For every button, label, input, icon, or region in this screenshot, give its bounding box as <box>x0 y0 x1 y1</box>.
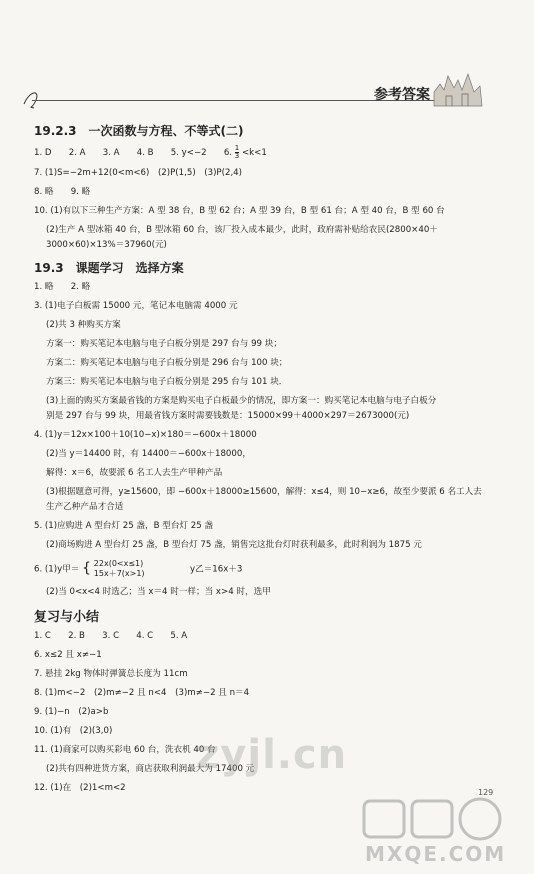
answer-line: (2)共 3 种购买方案 <box>46 320 121 330</box>
watermark-brand-url: MXQE.COM <box>365 842 507 866</box>
header-title: 参考答案 <box>374 87 430 103</box>
answer-line: (2)当 0<x<4 时选乙；当 x＝4 时一样；当 x>4 时，选甲 <box>46 587 271 597</box>
answer-line: 12. (1)在 (2)1<m<2 <box>34 783 126 793</box>
answer-content <box>34 122 504 802</box>
answer-line: 5. (1)应购进 A 型台灯 25 盏，B 型台灯 25 盏 <box>34 521 213 531</box>
answer-line: (2)当 y＝14400 时，有 14400＝−600x＋18000， <box>46 449 251 459</box>
section-title: 19.3 课题学习 选择方案 <box>34 261 184 275</box>
fraction: $\frac{1}{3}$ <box>234 144 240 160</box>
answer-line: 生产乙种产品才合适 <box>46 502 124 512</box>
answer-line: 7. (1)S=−2m+12(0<m<6) (2)P(1,5) (3)P(2,4) <box>34 168 242 178</box>
answer-line: 10. (1)有以下三种生产方案：A 型 38 台，B 型 62 台；A 型 39 台，B 型 61 台；A 型 40 台，B 型 60 台 <box>34 206 445 216</box>
section-title: 19.2.3 一次函数与方程、不等式(二) <box>34 124 244 138</box>
answer-line: 6. (1)y甲＝ { 22x(0<x≤1) 15x＋7(x>1) y乙＝16x＋3 <box>34 559 243 578</box>
answer-line: 1. D 2. A 3. A 4. B 5. y<−2 6. $\frac{1}{3}$ <k<1 <box>34 144 267 160</box>
answer-line: 3. (1)电子白板需 15000 元，笔记本电脑需 4000 元 <box>34 301 238 311</box>
answer-line: (3)根据题意可得，y≥15600，即 −600x＋18000≥15600，解得：x≤4，则 10−x≥6，故至少要派 6 名工人去 <box>46 487 482 497</box>
section-title: 复习与小结 <box>34 610 100 625</box>
answer-line: 方案一：购买笔记本电脑与电子白板分别是 297 台与 99 块； <box>46 339 282 349</box>
answer-line: 10. (1)有 (2)(3,0) <box>34 726 113 736</box>
answer-line: 7. 悬挂 2kg 物体时弹簧总长度为 11cm <box>34 669 188 679</box>
answer-line: 8. 略 9. 略 <box>34 187 91 197</box>
answer-line: 3000×60)×13%＝37960(元) <box>46 240 167 250</box>
header-curl-ornament <box>22 86 52 110</box>
answer-line: 方案二：购买笔记本电脑与电子白板分别是 296 台与 100 块； <box>46 358 288 368</box>
answer-line: 11. (1)商家可以购买彩电 60 台，洗衣机 40 台 <box>34 745 216 755</box>
skyline-illustration-icon <box>432 70 484 108</box>
piecewise-brace: 22x(0<x≤1) 15x＋7(x>1) <box>93 559 145 578</box>
answer-line: 方案三：购买笔记本电脑与电子白板分别是 295 台与 101 块． <box>46 377 288 387</box>
answer-line: 别是 297 台与 99 块，用最省钱方案时需要钱数是：15000×99＋4000×297＝2673000(元) <box>46 411 410 421</box>
answer-line: (2)生产 A 型冰箱 40 台，B 型冰箱 60 台，该厂投入成本最少，此时，政府需补贴给农民(2800×40＋ <box>46 225 438 235</box>
answer-line: (3)上面的购买方案最省钱的方案是购买电子白板最少的情况，即方案一：购买笔记本电脑与电子白板分 <box>46 396 437 406</box>
page-number: 129 <box>478 788 494 797</box>
answer-line: (2)共有四种进货方案，商店获取利润最大为 17400 元 <box>46 764 255 774</box>
answer-line: 8. (1)m<−2 (2)m≠−2 且 n<4 (3)m≠−2 且 n＝4 <box>34 688 250 698</box>
answer-line: 4. (1)y＝12x×100＋10(10−x)×180＝−600x＋18000 <box>34 430 257 440</box>
answer-line: 解得：x＝6，故要派 6 名工人去生产甲种产品 <box>46 468 223 478</box>
page-header <box>22 78 512 112</box>
answer-line: 1. 略 2. 略 <box>34 282 91 292</box>
answer-line: 1. C 2. B 3. C 4. C 5. A <box>34 631 188 641</box>
watermark-site: zyjl.cn <box>196 732 348 778</box>
answer-line: (2)商场购进 A 型台灯 25 盏，B 型台灯 75 盏，销售完这批台灯时获利最多，此时利润为 1875 元 <box>46 540 422 550</box>
answer-line: 9. (1)−n (2)a>b <box>34 707 109 717</box>
answer-line: 6. x≤2 且 x≠−1 <box>34 650 102 660</box>
